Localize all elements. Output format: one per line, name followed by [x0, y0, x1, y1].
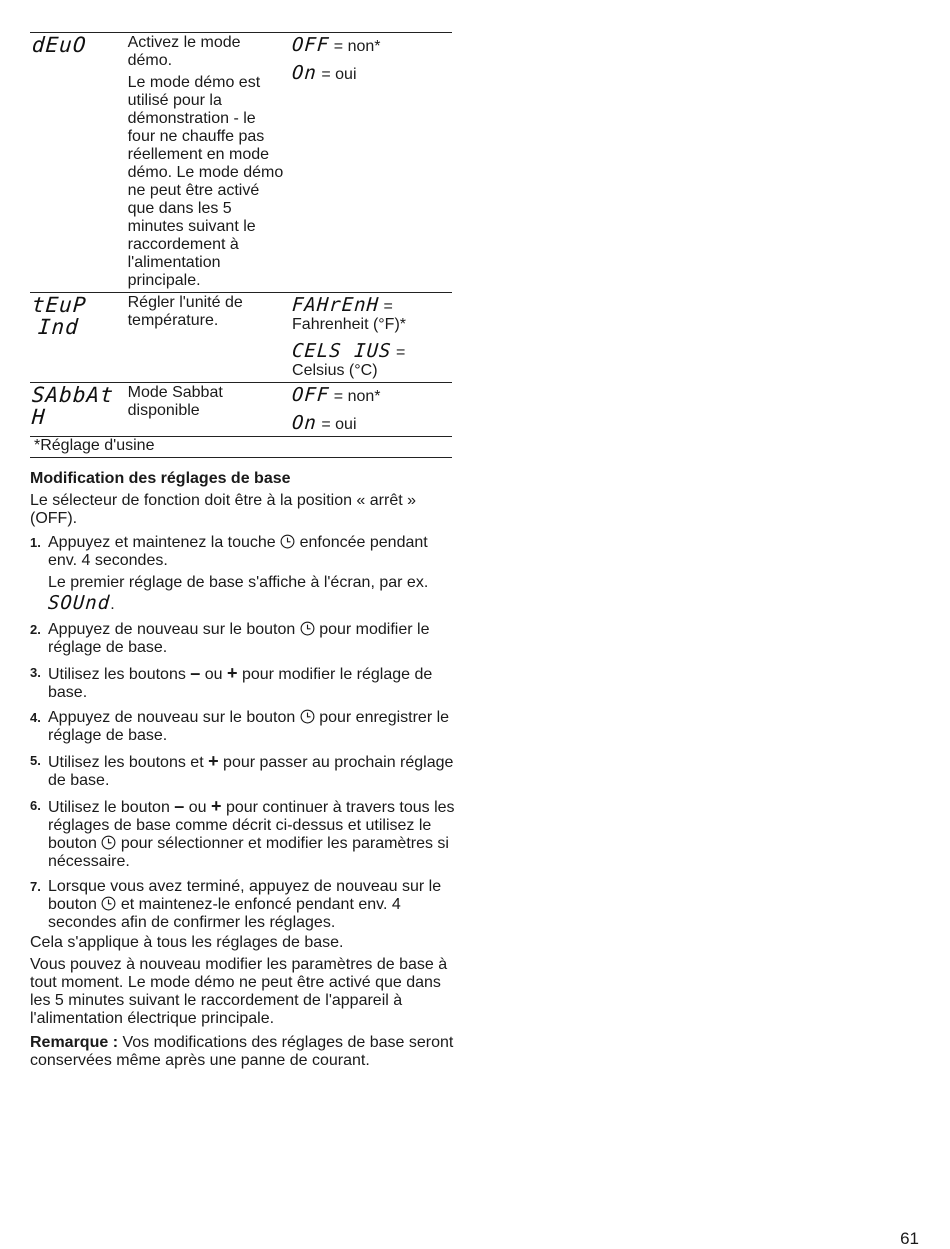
step-text: pour enregistrer le réglage de base.: [48, 709, 450, 744]
lcd-code: tEuP: [31, 293, 88, 317]
minus-symbol: –: [174, 796, 185, 816]
clock-icon: [101, 835, 116, 850]
lcd-value: CELS IUS: [291, 340, 393, 362]
lcd-value: On: [291, 62, 318, 84]
description-text: Régler l'unité de température.: [127, 294, 243, 329]
description-text: Le mode démo est utilisé pour la démonstration - le four ne chauffe pas réellement en mode démo. Le mode démo ne peut être activé que dans les 5 minutes suivant le raccordement à l'alimentation principale.: [127, 74, 284, 289]
setting-code: [30, 33, 128, 293]
lcd-example: SOUnd: [47, 592, 111, 614]
step-text: pour modifier le réglage de base.: [48, 666, 433, 701]
manual-page: [30, 32, 460, 1076]
basic-settings-section: [30, 470, 460, 1070]
value-meaning: = non*: [329, 38, 381, 55]
step-text: Utilisez le bouton: [48, 799, 175, 816]
value-meaning: = non*: [329, 388, 381, 405]
step-result: [48, 574, 460, 614]
lcd-code: SAbbAt: [31, 383, 115, 407]
lcd-code: dEuO: [31, 33, 88, 57]
table-row-demo: [30, 33, 452, 293]
section-heading: Modification des réglages de base: [30, 470, 291, 487]
table-footnote: *Réglage d'usine: [30, 437, 452, 458]
note-text: Vos modifications des réglages de base seront conservées même après une panne de courant.: [30, 1034, 454, 1069]
setting-values: [292, 293, 452, 383]
list-item: [30, 878, 460, 932]
step-number: 2.: [30, 622, 41, 637]
value-option: [292, 384, 452, 406]
steps-list: [30, 534, 460, 932]
step-result-end: .: [110, 596, 115, 613]
step-number: 3.: [30, 665, 41, 680]
step-text: Utilisez les boutons et: [48, 754, 209, 771]
plus-symbol: +: [211, 796, 222, 816]
step-text: ou: [200, 666, 227, 683]
value-meaning: = Fahrenheit (°F)*: [292, 298, 407, 333]
plus-symbol: +: [208, 751, 219, 771]
clock-icon: [300, 621, 315, 636]
step-text: ou: [184, 799, 211, 816]
table-row-sabbath: [30, 383, 452, 437]
step-text: pour modifier le réglage de base.: [48, 621, 430, 656]
step-text: pour passer au prochain réglage de base.: [48, 754, 454, 789]
step-number: 1.: [30, 535, 41, 550]
lcd-value: OFF: [291, 384, 331, 406]
value-option: [292, 412, 452, 434]
step-text: Appuyez et maintenez la touche: [48, 534, 281, 551]
lcd-value: On: [291, 412, 318, 434]
step-text: et maintenez-le enfoncé pendant env. 4 secondes afin de confirmer les réglages.: [48, 896, 401, 931]
after-steps-text: Cela s'applique à tous les réglages de base.: [30, 934, 344, 951]
step-text: Appuyez de nouveau sur le bouton: [48, 621, 300, 638]
table-row-temp-unit: [30, 293, 452, 383]
clock-icon: [300, 709, 315, 724]
description-text: Activez le mode démo.: [127, 34, 241, 69]
value-option: [292, 34, 452, 56]
lcd-value: FAHrEnH: [291, 294, 380, 316]
lcd-code: H: [31, 405, 47, 429]
list-item: [30, 621, 460, 657]
minus-symbol: –: [190, 663, 201, 683]
value-option: [292, 62, 452, 84]
step-result-text: Le premier réglage de base s'affiche à l'écran, par ex.: [48, 574, 429, 591]
step-text: Utilisez les boutons: [48, 666, 191, 683]
value-option: [292, 294, 452, 334]
value-meaning: = oui: [316, 416, 357, 433]
setting-description: [128, 293, 292, 383]
step-number: 6.: [30, 798, 41, 813]
value-option: [292, 340, 452, 380]
description-text: Mode Sabbat disponible: [127, 384, 223, 419]
intro-paragraph: Le sélecteur de fonction doit être à la position « arrêt » (OFF).: [30, 492, 417, 527]
step-number: 4.: [30, 710, 41, 725]
value-meaning: = Celsius (°C): [292, 344, 406, 379]
step-text: pour continuer à travers tous les réglages de base comme décrit ci-dessus et utilisez le bouton: [48, 799, 455, 852]
table-footnote-row: [30, 437, 452, 458]
setting-values: [292, 383, 452, 437]
list-item: [30, 752, 460, 790]
list-item: [30, 664, 460, 702]
step-number: 5.: [30, 753, 41, 768]
page-number: 61: [900, 1229, 919, 1248]
list-item: [30, 709, 460, 745]
setting-code: [30, 383, 128, 437]
list-item: [30, 797, 460, 871]
note-label: Remarque :: [30, 1034, 119, 1051]
setting-values: [292, 33, 452, 293]
lcd-value: OFF: [291, 34, 331, 56]
step-text: Appuyez de nouveau sur le bouton: [48, 709, 300, 726]
setting-description: [128, 383, 292, 437]
lcd-code: Ind: [37, 315, 80, 339]
value-meaning: = oui: [316, 66, 357, 83]
step-text: Lorsque vous avez terminé, appuyez de nouveau sur le bouton: [48, 878, 442, 913]
step-text: pour sélectionner et modifier les paramètres si nécessaire.: [48, 835, 449, 870]
clock-icon: [280, 534, 295, 549]
clock-icon: [101, 896, 116, 911]
list-item: [30, 534, 460, 614]
step-number: 7.: [30, 879, 41, 894]
plus-symbol: +: [227, 663, 238, 683]
note-paragraph: [30, 1034, 460, 1070]
info-paragraph: Vous pouvez à nouveau modifier les paramètres de base à tout moment. Le mode démo ne peut être activé que dans les 5 minutes suivant le raccordement de l'appareil à l'alimentation électrique principale.: [30, 956, 448, 1027]
basic-settings-table: [30, 32, 452, 458]
setting-description: [128, 33, 292, 293]
step-text: enfoncée pendant env. 4 secondes.: [48, 534, 428, 569]
setting-code: [30, 293, 128, 383]
